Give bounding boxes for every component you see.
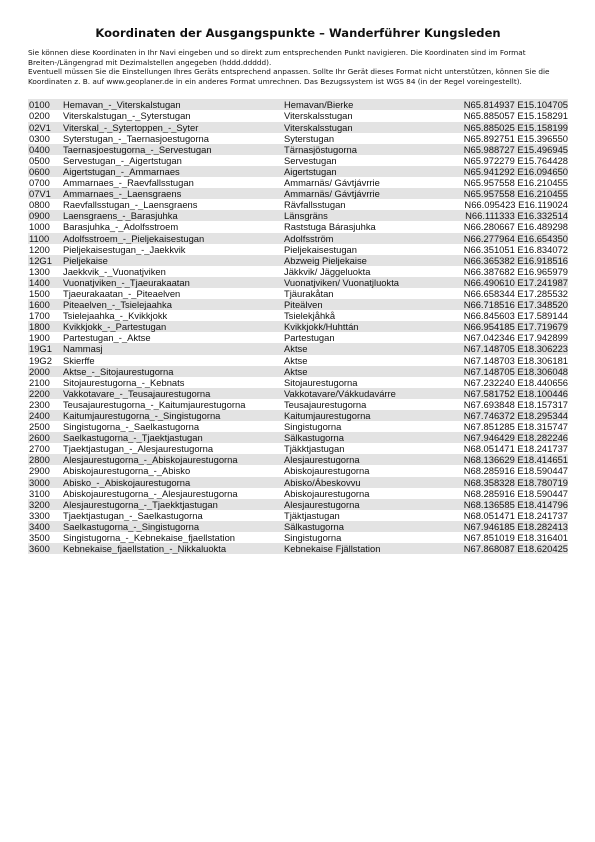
waypoint-coordinates: N65.972279 E15.764428 [440, 155, 568, 166]
waypoint-segment: Aigertstugan_-_Ammarnaes [62, 166, 283, 177]
waypoint-code: 0600 [28, 166, 62, 177]
waypoint-code: 3600 [28, 543, 62, 554]
waypoint-code: 1500 [28, 288, 62, 299]
waypoint-name: Servestugan [283, 155, 440, 166]
waypoint-code: 2000 [28, 366, 62, 377]
waypoint-code: 1100 [28, 233, 62, 244]
table-row [28, 299, 568, 310]
waypoint-coordinates: N67.946185 E18.282413 [440, 521, 568, 532]
table-row [28, 543, 568, 554]
waypoint-code: 2400 [28, 410, 62, 421]
table-row [28, 532, 568, 543]
waypoint-segment: Saelkastugorna_-_Singistugorna [62, 521, 283, 532]
waypoint-code: 3500 [28, 532, 62, 543]
waypoint-code: 2100 [28, 377, 62, 388]
waypoint-code: 0900 [28, 210, 62, 221]
table-row [28, 122, 568, 133]
waypoint-coordinates: N67.851285 E18.315747 [440, 421, 568, 432]
waypoint-code: 1800 [28, 321, 62, 332]
table-row [28, 188, 568, 199]
waypoint-segment: Hemavan_-_Viterskalstugan [62, 99, 283, 110]
waypoint-name: Piteälven [283, 299, 440, 310]
table-row [28, 288, 568, 299]
table-row [28, 388, 568, 399]
table-row [28, 465, 568, 476]
table-row [28, 210, 568, 221]
waypoint-name: Adolfsström [283, 233, 440, 244]
waypoint-name: Tärnasjöstugorna [283, 144, 440, 155]
waypoint-coordinates: N66.277964 E16.654350 [440, 233, 568, 244]
table-row [28, 321, 568, 332]
waypoint-segment: Tjaektjastugan_-_Alesjaurestugorna [62, 443, 283, 454]
waypoint-name: Sälkastugorna [283, 432, 440, 443]
waypoint-code: 19G2 [28, 355, 62, 366]
waypoint-code: 2900 [28, 465, 62, 476]
waypoint-name: Aktse [283, 355, 440, 366]
waypoint-coordinates: N65.941292 E16.094650 [440, 166, 568, 177]
table-row [28, 332, 568, 343]
waypoint-segment: Singistugorna_-_Kebnekaise_fjaellstation [62, 532, 283, 543]
waypoint-code: 2800 [28, 454, 62, 465]
waypoint-segment: Taernasjoestugorna_-_Servestugan [62, 144, 283, 155]
waypoint-segment: Barasjuhka_-_Adolfsstroem [62, 221, 283, 232]
waypoint-name: Tjäktjastugan [283, 510, 440, 521]
table-row [28, 432, 568, 443]
table-row [28, 155, 568, 166]
waypoint-name: Tsielekjåhkå [283, 310, 440, 321]
waypoint-coordinates: N67.148705 E18.306223 [440, 343, 568, 354]
waypoint-segment: Singistugorna_-_Saelkastugorna [62, 421, 283, 432]
waypoint-segment: Skierffe [62, 355, 283, 366]
waypoint-name: Teusajaurestugorna [283, 399, 440, 410]
waypoint-code: 1200 [28, 244, 62, 255]
waypoint-segment: Tjaeurakaatan_-_Piteaelven [62, 288, 283, 299]
table-row [28, 199, 568, 210]
waypoint-coordinates: N66.658344 E17.285532 [440, 288, 568, 299]
waypoint-coordinates: N67.868087 E18.620425 [440, 543, 568, 554]
waypoint-code: 1900 [28, 332, 62, 343]
waypoint-segment: Piteaelven_-_Tsielejaahka [62, 299, 283, 310]
waypoint-code: 1700 [28, 310, 62, 321]
waypoint-segment: Alesjaurestugorna_-_Tjaekktjastugan [62, 499, 283, 510]
intro-text [28, 48, 568, 86]
waypoint-coordinates: N66.280667 E16.489298 [440, 221, 568, 232]
waypoint-code: 3400 [28, 521, 62, 532]
waypoint-segment: Adolfsstroem_-_Pieljekaisestugan [62, 233, 283, 244]
waypoint-segment: Aktse_-_Sitojaurestugorna [62, 366, 283, 377]
waypoint-coordinates: N65.885025 E15.158199 [440, 122, 568, 133]
waypoint-code: 3300 [28, 510, 62, 521]
waypoint-name: Jäkkvik/ Jäggeluokta [283, 266, 440, 277]
waypoint-coordinates: N65.957558 E16.210455 [440, 177, 568, 188]
waypoint-coordinates: N67.693848 E18.157317 [440, 399, 568, 410]
table-row [28, 110, 568, 121]
waypoint-name: Aktse [283, 366, 440, 377]
waypoint-coordinates: N68.136585 E18.414796 [440, 499, 568, 510]
waypoint-name: Raststuga Bárasjuhka [283, 221, 440, 232]
waypoint-coordinates: N66.718516 E17.348520 [440, 299, 568, 310]
waypoint-name: Vuonatjviken/ Vuonatjluokta [283, 277, 440, 288]
waypoint-coordinates: N66.351051 E16.834072 [440, 244, 568, 255]
waypoint-name: Sälkastugorna [283, 521, 440, 532]
waypoint-segment: Pieljekaisestugan_-_Jaekkvik [62, 244, 283, 255]
waypoint-coordinates: N66.111333 E16.332514 [440, 210, 568, 221]
waypoint-code: 07V1 [28, 188, 62, 199]
table-row [28, 266, 568, 277]
waypoint-code: 0100 [28, 99, 62, 110]
table-row [28, 144, 568, 155]
waypoint-segment: Kebnekaise_fjaellstation_-_Nikkaluokta [62, 543, 283, 554]
waypoint-name: Länsgräns [283, 210, 440, 221]
waypoint-code: 0300 [28, 133, 62, 144]
waypoint-name: Kaitumjaurestugorna [283, 410, 440, 421]
waypoint-segment: Tsielejaahka_-_Kvikkjokk [62, 310, 283, 321]
waypoint-name: Alesjaurestugorna [283, 499, 440, 510]
table-row [28, 399, 568, 410]
waypoint-code: 0700 [28, 177, 62, 188]
table-row [28, 277, 568, 288]
waypoint-coordinates: N67.851019 E18.316401 [440, 532, 568, 543]
waypoint-coordinates: N65.892751 E15.396550 [440, 133, 568, 144]
waypoint-name: Alesjaurestugorna [283, 454, 440, 465]
waypoint-coordinates: N66.387682 E16.965979 [440, 266, 568, 277]
waypoint-name: Abiskojaurestugorna [283, 465, 440, 476]
waypoint-coordinates: N66.365382 E16.918516 [440, 255, 568, 266]
waypoint-coordinates: N67.746372 E18.295344 [440, 410, 568, 421]
waypoint-coordinates: N67.042346 E17.942899 [440, 332, 568, 343]
table-row [28, 443, 568, 454]
waypoint-coordinates: N65.814937 E15.104705 [440, 99, 568, 110]
document-page [28, 26, 568, 554]
waypoint-segment: Partestugan_-_Aktse [62, 332, 283, 343]
waypoint-coordinates: N68.051471 E18.241737 [440, 510, 568, 521]
waypoint-coordinates: N67.232240 E18.440656 [440, 377, 568, 388]
table-row [28, 133, 568, 144]
waypoint-code: 0200 [28, 110, 62, 121]
table-row [28, 166, 568, 177]
waypoint-code: 0800 [28, 199, 62, 210]
waypoint-segment: Ammarnaes_-_Raevfallsstugan [62, 177, 283, 188]
waypoint-coordinates: N68.136629 E18.414651 [440, 454, 568, 465]
waypoint-code: 12G1 [28, 255, 62, 266]
waypoint-name: Singistugorna [283, 421, 440, 432]
waypoint-name: Viterskalsstugan [283, 110, 440, 121]
waypoint-code: 1600 [28, 299, 62, 310]
waypoint-name: Tjäkktjastugan [283, 443, 440, 454]
waypoint-segment: Sitojaurestugorna_-_Kebnats [62, 377, 283, 388]
waypoint-segment: Saelkastugorna_-_Tjaektjastugan [62, 432, 283, 443]
waypoint-name: Kvikkjokk/Huhttán [283, 321, 440, 332]
waypoint-name: Partestugan [283, 332, 440, 343]
waypoint-name: Ammarnäs/ Gávtjávrrie [283, 188, 440, 199]
waypoint-code: 1000 [28, 221, 62, 232]
table-row [28, 510, 568, 521]
table-row [28, 421, 568, 432]
waypoint-coordinates: N67.581752 E18.100446 [440, 388, 568, 399]
table-row [28, 521, 568, 532]
waypoint-coordinates: N65.957558 E16.210455 [440, 188, 568, 199]
waypoint-name: Tjäurakåtan [283, 288, 440, 299]
waypoint-coordinates: N66.490610 E17.241987 [440, 277, 568, 288]
waypoint-coordinates: N68.285916 E18.590447 [440, 465, 568, 476]
waypoint-segment: Raevfallsstugan_-_Laensgraens [62, 199, 283, 210]
waypoint-name: Abzweig Pieljekaise [283, 255, 440, 266]
table-row [28, 355, 568, 366]
waypoint-code: 0400 [28, 144, 62, 155]
waypoint-coordinates: N68.051471 E18.241737 [440, 443, 568, 454]
waypoint-name: Abisko/Ábeskovvu [283, 477, 440, 488]
waypoint-coordinates: N65.988727 E15.496945 [440, 144, 568, 155]
waypoint-name: Aigertstugan [283, 166, 440, 177]
table-row [28, 244, 568, 255]
waypoint-code: 3000 [28, 477, 62, 488]
waypoint-segment: Vuonatjviken_-_Tjaeurakaatan [62, 277, 283, 288]
waypoint-segment: Abisko_-_Abiskojaurestugorna [62, 477, 283, 488]
waypoint-name: Vakkotavare/Vákkudavárre [283, 388, 440, 399]
table-row [28, 233, 568, 244]
waypoint-code: 0500 [28, 155, 62, 166]
waypoint-code: 2500 [28, 421, 62, 432]
table-row [28, 177, 568, 188]
table-row [28, 377, 568, 388]
waypoint-name: Pieljekaisestugan [283, 244, 440, 255]
waypoint-code: 19G1 [28, 343, 62, 354]
waypoint-coordinates: N65.885057 E15.158291 [440, 110, 568, 121]
waypoint-segment: Syterstugan_-_Taernasjoestugorna [62, 133, 283, 144]
waypoint-segment: Kvikkjokk_-_Partestugan [62, 321, 283, 332]
waypoint-segment: Viterskal_-_Sytertoppen_-_Syter [62, 122, 283, 133]
waypoint-coordinates: N66.095423 E16.119024 [440, 199, 568, 210]
waypoint-code: 02V1 [28, 122, 62, 133]
waypoint-segment: Servestugan_-_Aigertstugan [62, 155, 283, 166]
waypoint-code: 2300 [28, 399, 62, 410]
waypoint-segment: Vakkotavare_-_Teusajaurestugorna [62, 388, 283, 399]
waypoint-code: 1400 [28, 277, 62, 288]
waypoint-name: Kebnekaise Fjällstation [283, 543, 440, 554]
waypoint-coordinates: N68.358328 E18.780719 [440, 477, 568, 488]
waypoint-code: 2200 [28, 388, 62, 399]
waypoint-coordinates: N66.845603 E17.589144 [440, 310, 568, 321]
table-row [28, 477, 568, 488]
waypoint-name: Ammarnäs/ Gávtjávrrie [283, 177, 440, 188]
waypoint-segment: Kaitumjaurestugorna_-_Singistugorna [62, 410, 283, 421]
table-row [28, 454, 568, 465]
waypoint-code: 2600 [28, 432, 62, 443]
waypoint-segment: Laensgraens_-_Barasjuhka [62, 210, 283, 221]
waypoint-code: 3200 [28, 499, 62, 510]
waypoint-segment: Alesjaurestugorna_-_Abiskojaurestugorna [62, 454, 283, 465]
waypoint-coordinates: N67.148705 E18.306048 [440, 366, 568, 377]
waypoint-name: Syterstugan [283, 133, 440, 144]
waypoint-segment: Ammarnaes_-_Laensgraens [62, 188, 283, 199]
coordinates-table [28, 99, 568, 554]
table-row [28, 410, 568, 421]
document-title: Koordinaten der Ausgangspunkte – Wanderführer Kungsleden [95, 26, 501, 40]
waypoint-code: 2700 [28, 443, 62, 454]
waypoint-name: Aktse [283, 343, 440, 354]
table-row [28, 488, 568, 499]
waypoint-coordinates: N67.148703 E18.306181 [440, 355, 568, 366]
table-row [28, 99, 568, 110]
table-row [28, 310, 568, 321]
table-row [28, 255, 568, 266]
table-row [28, 366, 568, 377]
waypoint-segment: Teusajaurestugorna_-_Kaitumjaurestugorna [62, 399, 283, 410]
table-row [28, 221, 568, 232]
waypoint-name: Sitojaurestugorna [283, 377, 440, 388]
table-row [28, 343, 568, 354]
intro-paragraph-1: Sie können diese Koordinaten in Ihr Navi eingeben und so direkt zum entsprechenden Punkt navigieren. Die Koordinaten sind im Format Breiten-/Längengrad mit Dezimalstellen angegeben (hddd.ddddd). [28, 48, 526, 67]
waypoint-name: Singistugorna [283, 532, 440, 543]
waypoint-segment: Pieljekaise [62, 255, 283, 266]
waypoint-segment: Tjaektjastugan_-_Saelkastugorna [62, 510, 283, 521]
waypoint-name: Hemavan/Bierke [283, 99, 440, 110]
waypoint-segment: Abiskojaurestugorna_-_Abisko [62, 465, 283, 476]
waypoint-code: 1300 [28, 266, 62, 277]
waypoint-segment: Jaekkvik_-_Vuonatjviken [62, 266, 283, 277]
waypoint-name: Abiskojaurestugorna [283, 488, 440, 499]
waypoint-segment: Abiskojaurestugorna_-_Alesjaurestugorna [62, 488, 283, 499]
coordinates-table-body [28, 99, 568, 554]
waypoint-coordinates: N68.285916 E18.590447 [440, 488, 568, 499]
waypoint-code: 3100 [28, 488, 62, 499]
waypoint-coordinates: N66.954185 E17.719679 [440, 321, 568, 332]
waypoint-segment: Nammasj [62, 343, 283, 354]
waypoint-segment: Viterskalstugan_-_Syterstugan [62, 110, 283, 121]
intro-paragraph-2: Eventuell müssen Sie die Einstellungen Ihres Geräts entsprechend anpassen. Sollte Ihr Gerät dieses Format nicht unterstützen, können Sie die Koordinaten z. B. auf www.geoplaner.de in ein anderes Format umrechnen. Das Bezugssystem ist WGS 84 (in der Regel voreingestellt). [28, 67, 550, 86]
waypoint-name: Rävfallsstugan [283, 199, 440, 210]
table-row [28, 499, 568, 510]
waypoint-name: Viterskalsstugan [283, 122, 440, 133]
waypoint-coordinates: N67.946429 E18.282246 [440, 432, 568, 443]
